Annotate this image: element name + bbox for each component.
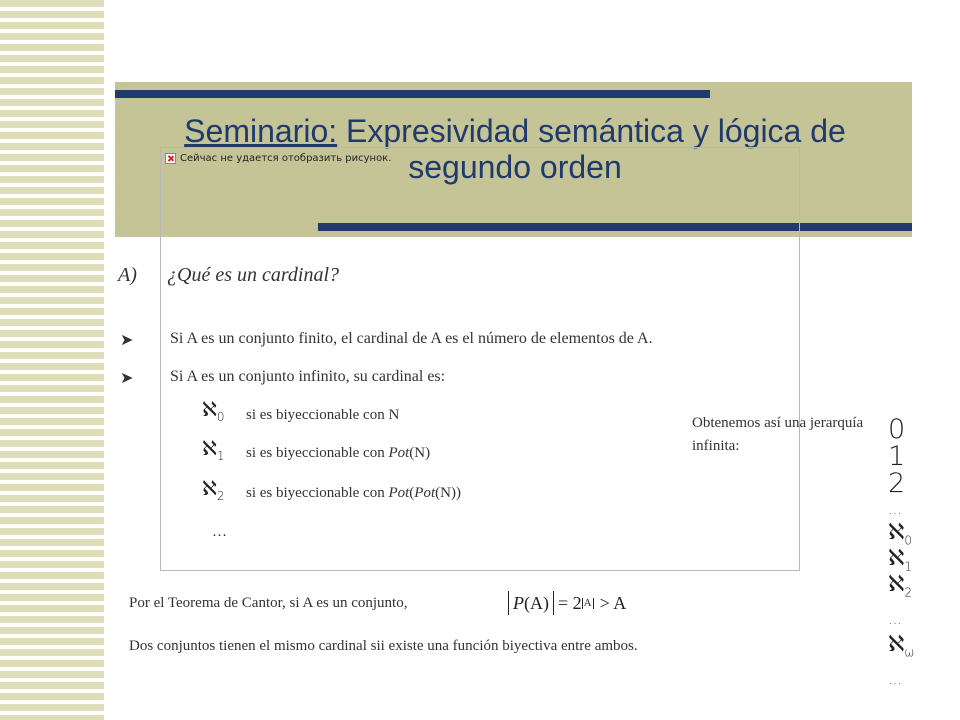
aleph-0-description: si es biyeccionable con N xyxy=(246,407,400,423)
hierarchy-one: 1 xyxy=(888,441,906,472)
cantor-statement: Por el Teorema de Cantor, si A es un conjunto, xyxy=(129,595,408,611)
hierarchy-dots: … xyxy=(888,672,903,688)
formula-abs-power-set: P(A) xyxy=(508,591,554,615)
section-title: ¿Qué es un cardinal? xyxy=(167,264,340,286)
aleph-2-symbol: ℵ$_2$ xyxy=(202,476,225,503)
bullet-arrow-icon: ➤ xyxy=(120,370,134,387)
broken-image-notice xyxy=(165,153,391,164)
section-letter: A) xyxy=(118,264,137,286)
hierarchy-note: Obtenemos así una jerarquía infinita: xyxy=(692,415,864,454)
hierarchy-dots: … xyxy=(888,502,903,518)
broken-image-icon xyxy=(165,153,176,164)
hierarchy-aleph-0: ℵ$_0$ xyxy=(888,520,913,548)
hierarchy-aleph-1: ℵ$_1$ xyxy=(888,546,913,574)
aleph-0-symbol: ℵ$_0$ xyxy=(202,397,225,424)
title-underlined-part: Seminario: xyxy=(184,113,338,149)
hierarchy-two: 2 xyxy=(888,468,906,499)
hierarchy-aleph-omega: ℵ$_\omega$ xyxy=(888,632,915,660)
image-placeholder-frame xyxy=(160,147,800,571)
hierarchy-dots: … xyxy=(888,612,903,628)
aleph-1-symbol: ℵ$_1$ xyxy=(202,436,225,463)
bullet-finite: Si A es un conjunto finito, el cardinal de A es el número de elementos de A. xyxy=(170,330,653,347)
title-rest: Expresividad semántica y lógica de segundo orden xyxy=(337,113,846,185)
hierarchy-aleph-2: ℵ$_2$ xyxy=(888,572,913,600)
decorative-stripes xyxy=(0,0,104,720)
aleph-2-description: si es biyeccionable con Pot(Pot(N)) xyxy=(246,485,461,501)
title-bar-top xyxy=(115,90,710,98)
bullet-infinite: Si A es un conjunto infinito, su cardinal es: xyxy=(170,368,446,385)
cardinal-definition: Dos conjuntos tienen el mismo cardinal sii existe una función biyectiva entre ambos. xyxy=(129,638,638,654)
cantor-formula: P(A) = 2 A > A xyxy=(508,591,626,615)
aleph-1-description: si es biyeccionable con Pot(N) xyxy=(246,445,431,461)
hierarchy-zero: 0 xyxy=(888,414,906,445)
aleph-list-ellipsis: … xyxy=(212,524,227,540)
bullet-arrow-icon: ➤ xyxy=(120,332,134,349)
broken-image-text: Сейчас не удается отобразить рисунок. xyxy=(180,153,392,164)
